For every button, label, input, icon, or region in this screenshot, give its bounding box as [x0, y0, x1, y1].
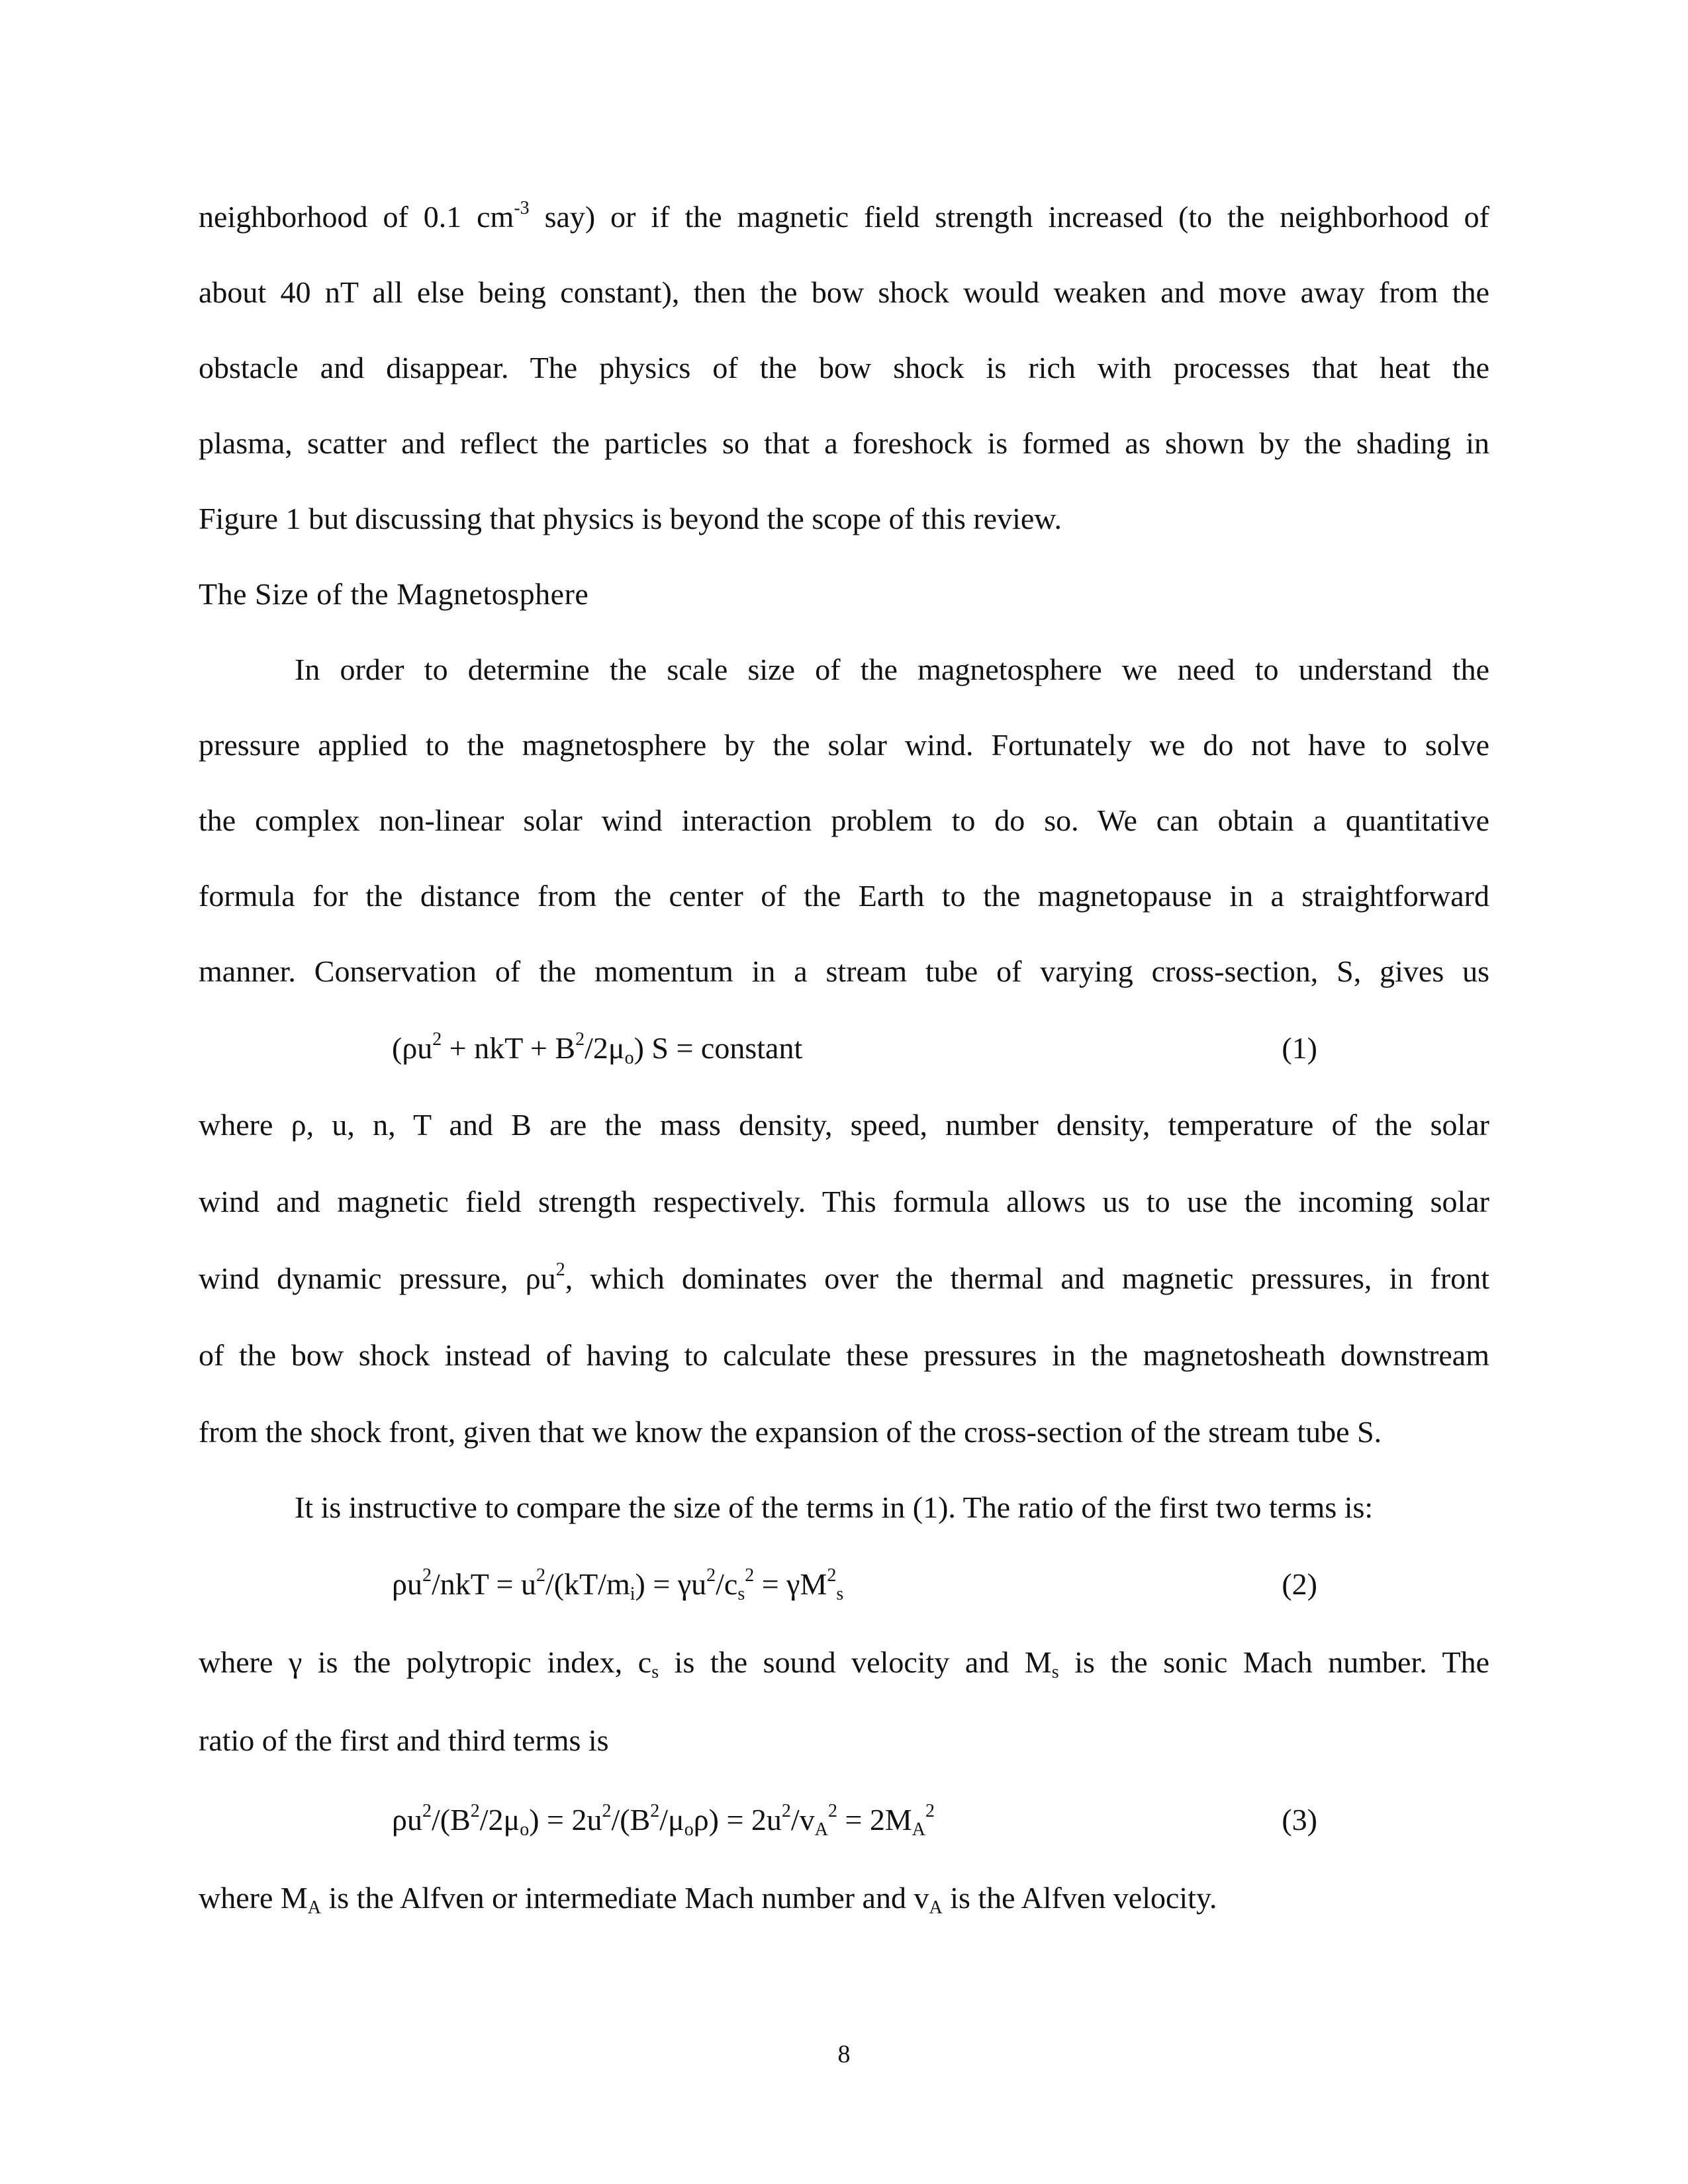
- eq-run: = γM: [754, 1567, 827, 1601]
- text-run: say) or if the magnetic field strength increased (to the neighborhood of: [529, 200, 1490, 234]
- eq-sup: 2: [422, 1801, 432, 1821]
- eq-sup: 2: [432, 1029, 442, 1050]
- paragraph-line: [199, 1644, 1489, 1681]
- paragraph-line: about 40 nT all else being constant), then the bow shock would weaken and move away from the: [199, 275, 1489, 309]
- equation-2: [392, 1566, 843, 1603]
- paragraph-line: pressure applied to the magnetosphere by the solar wind. Fortunately we do not have to solve: [199, 728, 1489, 762]
- paragraph-line: the complex non-linear solar wind interaction problem to do so. We can obtain a quantitative: [199, 803, 1489, 837]
- eq-sup: 2: [536, 1565, 545, 1586]
- eq-sub: s: [737, 1584, 745, 1604]
- eq-sup: 2: [575, 1029, 585, 1050]
- eq-run: ) = 2u: [529, 1803, 602, 1837]
- eq-run: (ρu: [392, 1031, 433, 1065]
- equation-number: (2): [1282, 1567, 1317, 1601]
- eq-sup: 2: [422, 1565, 432, 1586]
- equation-number: (3): [1282, 1803, 1317, 1837]
- eq-sup: 2: [827, 1801, 837, 1821]
- subscript: s: [1051, 1662, 1059, 1682]
- eq-run: ρ) = 2u: [693, 1803, 782, 1837]
- text-run: where γ is the polytropic index, c: [199, 1645, 652, 1679]
- eq-run: /μ: [659, 1803, 684, 1837]
- paragraph-line: from the shock front, given that we know the expansion of the cross-section of the stream tube S.: [199, 1415, 1382, 1449]
- eq-run: ) = γu: [635, 1567, 707, 1601]
- text-run: , which dominates over the thermal and magnetic pressures, in front: [565, 1261, 1489, 1295]
- section-heading: The Size of the Magnetosphere: [199, 577, 589, 611]
- paragraph-line: In order to determine the scale size of the magnetosphere we need to understand the: [295, 653, 1489, 686]
- paragraph-line: where ρ, u, n, T and B are the mass density, speed, number density, temperature of the solar: [199, 1108, 1489, 1142]
- equation-3: [392, 1801, 935, 1839]
- paragraph-line: It is instructive to compare the size of the terms in (1). The ratio of the first two terms is:: [295, 1490, 1374, 1524]
- paragraph-line: wind and magnetic field strength respectively. This formula allows us to use the incoming solar: [199, 1185, 1489, 1218]
- eq-sup: 2: [602, 1801, 612, 1821]
- eq-run: /nkT = u: [431, 1567, 536, 1601]
- subscript: A: [307, 1897, 322, 1918]
- eq-run: /2μ: [585, 1031, 625, 1065]
- eq-sup: 2: [827, 1565, 837, 1586]
- superscript: -3: [514, 198, 530, 218]
- paragraph-line: obstacle and disappear. The physics of the bow shock is rich with processes that heat the: [199, 351, 1489, 385]
- eq-sup: 2: [745, 1565, 755, 1586]
- eq-sub: A: [912, 1819, 926, 1840]
- eq-sub: o: [684, 1819, 694, 1840]
- eq-run: /(kT/m: [545, 1567, 630, 1601]
- superscript: 2: [555, 1259, 565, 1280]
- eq-sup: 2: [650, 1801, 660, 1821]
- paragraph-line: manner. Conservation of the momentum in a stream tube of varying cross-section, S, gives us: [199, 954, 1489, 988]
- eq-sup: 2: [925, 1801, 935, 1821]
- paragraph-line: [199, 199, 1489, 236]
- text-run: is the Alfven or intermediate Mach number and v: [321, 1881, 929, 1915]
- subscript: A: [929, 1897, 943, 1918]
- eq-sub: i: [630, 1584, 635, 1604]
- text-run: neighborhood of 0.1 cm: [199, 200, 514, 234]
- eq-run: = 2M: [837, 1803, 912, 1837]
- eq-run: /(B: [431, 1803, 471, 1837]
- eq-run: /c: [716, 1567, 738, 1601]
- paragraph-line: [199, 1260, 1489, 1297]
- eq-sub: o: [520, 1819, 530, 1840]
- text-run: is the Alfven velocity.: [942, 1881, 1217, 1915]
- equation-number: (1): [1282, 1031, 1317, 1065]
- paragraph-line: formula for the distance from the center of the Earth to the magnetopause in a straightforward: [199, 879, 1489, 913]
- equation-1: [392, 1030, 802, 1067]
- eq-sub: A: [814, 1819, 828, 1840]
- paragraph-line: [199, 1880, 1489, 1917]
- eq-run: /v: [790, 1803, 815, 1837]
- page-number: 8: [837, 2040, 851, 2068]
- subscript: s: [651, 1662, 659, 1682]
- eq-run: ρu: [392, 1567, 422, 1601]
- eq-run: ρu: [392, 1803, 422, 1837]
- eq-run: /2μ: [479, 1803, 520, 1837]
- eq-run: /(B: [611, 1803, 651, 1837]
- eq-run: + nkT + B: [442, 1031, 576, 1065]
- paragraph-line: ratio of the first and third terms is: [199, 1723, 609, 1757]
- text-run: where M: [199, 1881, 308, 1915]
- eq-sub: o: [624, 1048, 634, 1068]
- text-run: wind dynamic pressure, ρu: [199, 1261, 556, 1295]
- eq-run: ) S = constant: [633, 1031, 803, 1065]
- paragraph-line: plasma, scatter and reflect the particles so that a foreshock is formed as shown by the shading in: [199, 426, 1489, 460]
- paragraph-line: Figure 1 but discussing that physics is beyond the scope of this review.: [199, 502, 1062, 535]
- eq-sup: 2: [470, 1801, 480, 1821]
- paragraph-line: of the bow shock instead of having to calculate these pressures in the magnetosheath downstream: [199, 1338, 1489, 1372]
- eq-sup: 2: [706, 1565, 716, 1586]
- eq-sup: 2: [781, 1801, 791, 1821]
- text-run: is the sound velocity and M: [659, 1645, 1052, 1679]
- eq-sub: s: [836, 1584, 844, 1604]
- text-run: is the sonic Mach number. The: [1058, 1645, 1489, 1679]
